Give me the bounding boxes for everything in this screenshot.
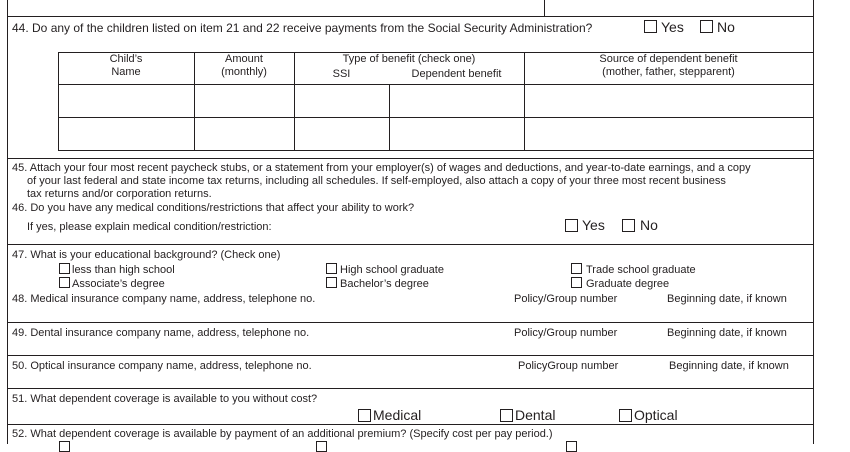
q46-no-label: No (640, 217, 658, 233)
q52-optical-checkbox[interactable] (566, 441, 577, 452)
row-divider (7, 322, 813, 323)
row-divider (7, 244, 813, 245)
edu-bachelors-label: Bachelor’s degree (340, 278, 429, 290)
table-header-bottom (58, 84, 813, 85)
edu-high-school-checkbox[interactable] (326, 263, 337, 274)
row-divider (7, 424, 813, 425)
q48-policy-label: Policy/Group number (514, 293, 618, 305)
table-bottom-border (58, 150, 813, 151)
q51-medical-checkbox[interactable] (358, 409, 371, 422)
edu-graduate-checkbox[interactable] (571, 277, 582, 288)
q45-line-3: tax returns and/or corporation returns. (27, 188, 212, 200)
col-source-header-1: Source of dependent benefit (599, 53, 738, 65)
q45-line-1: 45. Attach your four most recent paycheck stubs, or a statement from your employer(s) of wages and deductions, and year-to-date earnings, and a copy (12, 162, 751, 174)
col-child-header-1: Child’s (109, 53, 143, 65)
col-dependent-header: Dependent benefit (411, 68, 502, 80)
q50-date-label: Beginning date, if known (669, 360, 789, 372)
col-child-header-2: Name (111, 66, 141, 78)
col-amount-header-1: Amount (225, 53, 263, 65)
q49-label: 49. Dental insurance company name, address, telephone no. (12, 327, 310, 339)
row-divider (7, 16, 813, 17)
col-type-header: Type of benefit (check one) (342, 53, 476, 65)
q46-label: 46. Do you have any medical conditions/restrictions that affect your ability to work? (12, 202, 415, 214)
edu-less-than-high-school-checkbox[interactable] (59, 263, 70, 274)
q52-dental-checkbox[interactable] (316, 441, 327, 452)
col-source-header-2: (mother, father, stepparent) (602, 66, 735, 78)
q52-label: 52. What dependent coverage is available by payment of an additional premium? (Specify cost per pay period.) (12, 428, 553, 440)
q46-no-checkbox[interactable] (622, 219, 635, 232)
q44-yes-label: Yes (661, 19, 684, 35)
q49-policy-label: Policy/Group number (514, 327, 618, 339)
q50-policy-label: PolicyGroup number (518, 360, 619, 372)
col-ssi-header: SSI (332, 68, 351, 80)
q49-date-label: Beginning date, if known (667, 327, 787, 339)
edu-trade-school-label: Trade school graduate (586, 264, 696, 276)
q45-line-2: of your last federal and state income tax returns, including all schedules. If self-employed, also attach a copy of your three most recent business (27, 175, 726, 187)
q51-dental-checkbox[interactable] (500, 409, 513, 422)
edu-bachelors-checkbox[interactable] (326, 277, 337, 288)
top-field-divider (544, 0, 545, 16)
edu-less-than-high-school-label: less than high school (72, 264, 175, 276)
row-divider (7, 355, 813, 356)
table-row-divider (58, 117, 813, 118)
table-col-border (294, 52, 295, 150)
q51-label: 51. What dependent coverage is available to you without cost? (12, 393, 318, 405)
edu-associates-checkbox[interactable] (59, 277, 70, 288)
form-left-border (7, 0, 8, 444)
col-amount-header-2: (monthly) (221, 66, 267, 78)
q52-medical-checkbox[interactable] (59, 441, 70, 452)
q50-label: 50. Optical insurance company name, address, telephone no. (12, 360, 312, 372)
q44-no-label: No (717, 19, 735, 35)
q44-yes-checkbox[interactable] (644, 20, 657, 33)
q47-label: 47. What is your educational background? (Check one) (12, 249, 281, 261)
row-divider (7, 388, 813, 389)
q51-dental-label: Dental (515, 407, 556, 423)
q51-medical-label: Medical (373, 407, 422, 423)
q46-yes-label: Yes (582, 217, 605, 233)
q44-label: 44. Do any of the children listed on item 21 and 22 receive payments from the Social Security Administration? (12, 21, 593, 35)
table-col-border (813, 52, 814, 150)
q46-yes-checkbox[interactable] (565, 219, 578, 232)
row-divider (7, 158, 813, 159)
edu-graduate-label: Graduate degree (586, 278, 670, 290)
q44-no-checkbox[interactable] (700, 20, 713, 33)
q48-date-label: Beginning date, if known (667, 293, 787, 305)
edu-trade-school-checkbox[interactable] (571, 263, 582, 274)
table-col-border (389, 84, 390, 150)
q51-optical-label: Optical (634, 407, 678, 423)
q46-sub-label: If yes, please explain medical condition/restriction: (27, 221, 272, 233)
q48-label: 48. Medical insurance company name, address, telephone no. (12, 293, 316, 305)
q51-optical-checkbox[interactable] (619, 409, 632, 422)
edu-high-school-label: High school graduate (340, 264, 444, 276)
edu-associates-label: Associate’s degree (72, 278, 165, 290)
